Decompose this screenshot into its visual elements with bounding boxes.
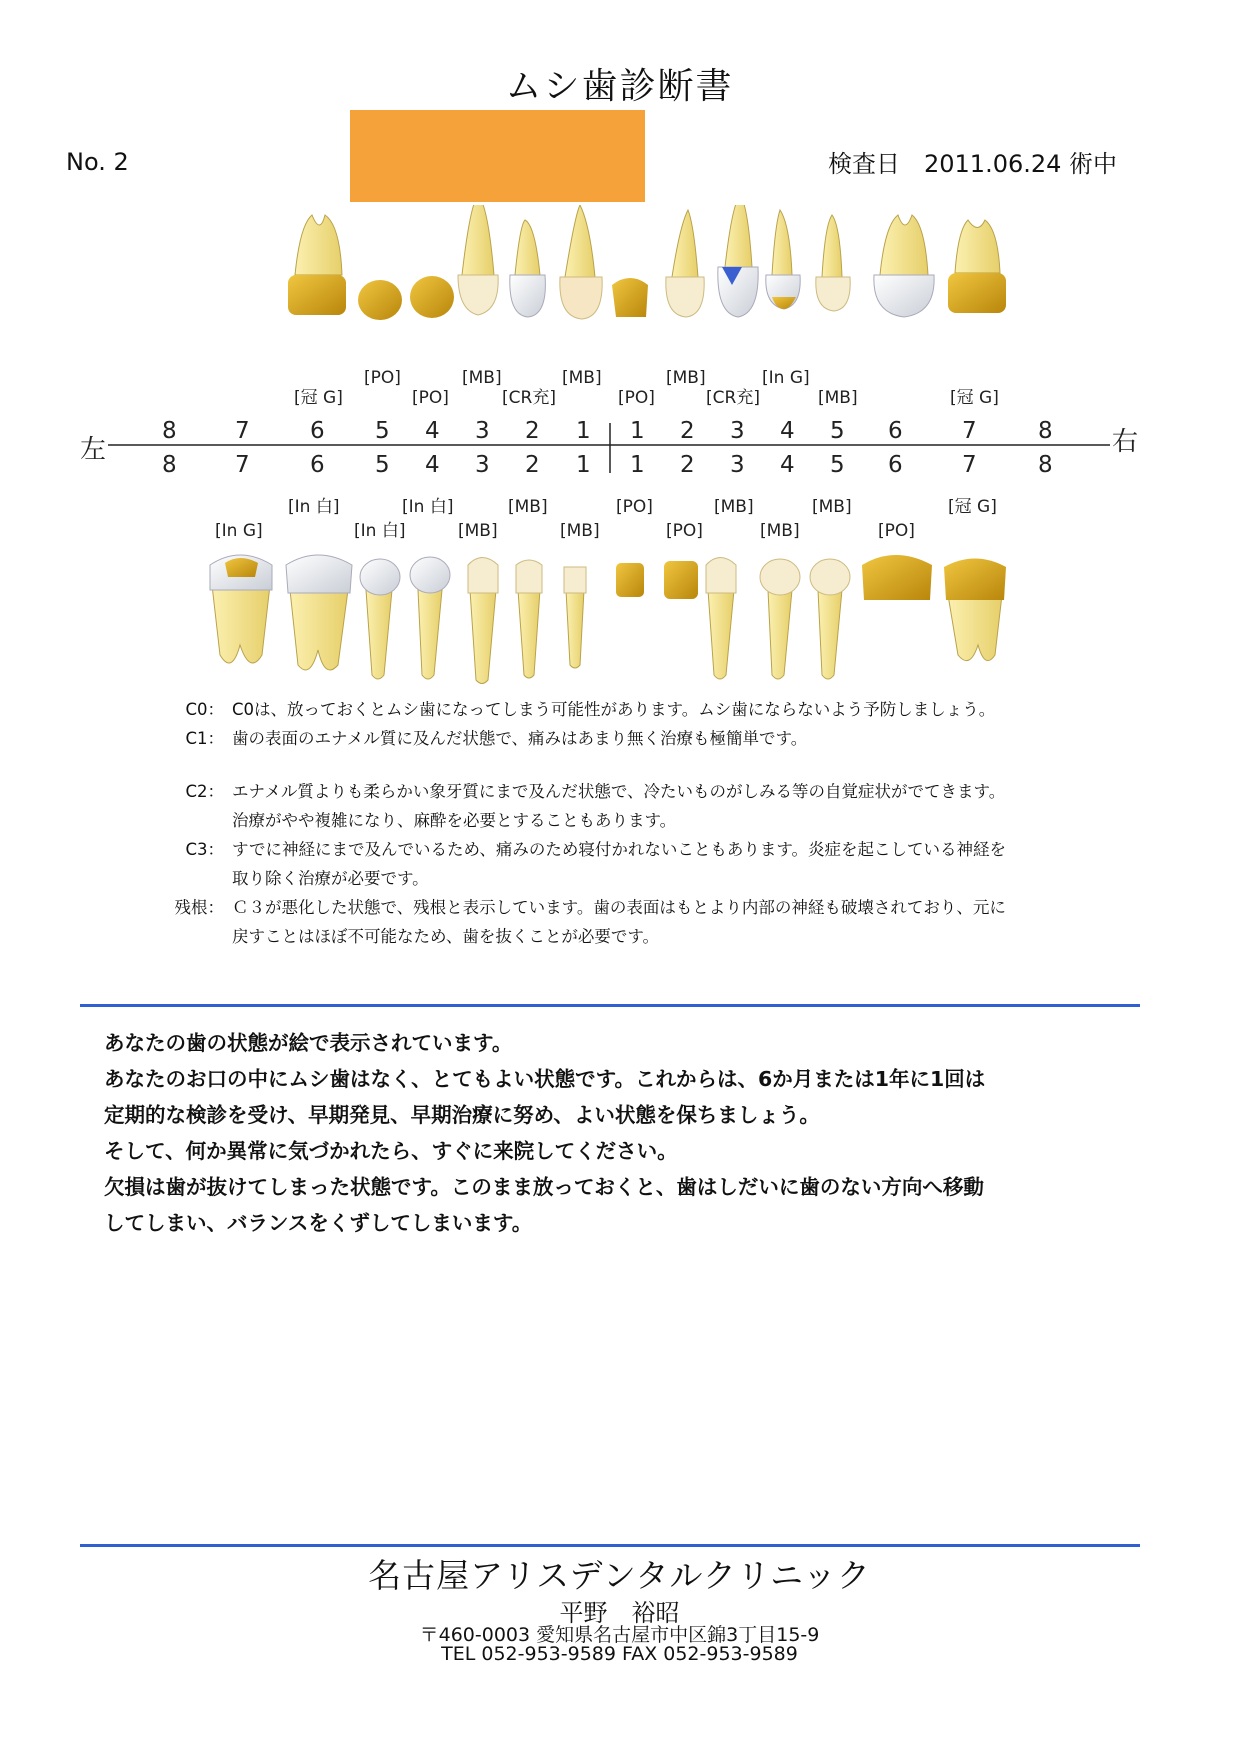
message-line: あなたのお口の中にムシ歯はなく、とてもよい状態です。これからは、6か月または1年に1回は [104, 1067, 986, 1091]
tooth-lower-right-5 [810, 559, 850, 679]
exam-date: 検査日 2011.06.24 術中 [828, 150, 1118, 178]
upper-label: [MB] [562, 368, 602, 388]
tooth-lower-left-4 [410, 557, 450, 679]
lower-label: [冠 G] [948, 497, 997, 517]
diagnosis-message [104, 1025, 1144, 1241]
tooth-upper-left-2 [510, 220, 546, 317]
tooth-upper-left-6 [288, 215, 346, 315]
tooth-lower-right-1 [616, 563, 644, 597]
legend-text: C0は、放っておくとムシ歯になってしまう可能性があります。ムシ歯にならないよう予防しましょう。 [232, 700, 996, 719]
upper-label: [冠 G] [950, 388, 999, 408]
tooth-number: 3 [730, 418, 745, 444]
tooth-upper-left-4 [410, 276, 454, 318]
document-title: ムシ歯診断書 [505, 66, 734, 107]
tooth-lower-left-5 [360, 559, 400, 679]
tooth-number: 6 [888, 418, 903, 444]
tooth-number: 3 [475, 452, 490, 478]
tooth-number: 8 [1038, 418, 1053, 444]
lower-label: [MB] [508, 497, 548, 517]
lower-label: [In 白] [402, 497, 454, 517]
lower-numbers [162, 452, 1053, 478]
clinic-name: 名古屋アリスデンタルクリニック [368, 1556, 871, 1595]
document-number: No. 2 [66, 148, 129, 176]
message-line: 定期的な検診を受け、早期発見、早期治療に努め、よい状態を保ちましょう。 [104, 1103, 820, 1127]
upper-label: [In G] [762, 368, 810, 388]
tooth-number: 8 [1038, 452, 1053, 478]
legend-text: 歯の表面のエナメル質に及んだ状態で、痛みはあまり無く治療も極簡単です。 [232, 729, 808, 748]
tooth-number: 1 [576, 452, 591, 478]
legend-row-c0 [168, 695, 1008, 724]
lower-label: [MB] [458, 521, 498, 541]
tooth-lower-left-7 [210, 555, 272, 663]
lower-label: [In 白] [288, 497, 340, 517]
message-line: そして、何か異常に気づかれたら、すぐに来院してください。 [104, 1139, 678, 1163]
upper-label: [MB] [462, 368, 502, 388]
tooth-number: 1 [576, 418, 591, 444]
doctor-name: 平野 裕昭 [559, 1599, 680, 1627]
tooth-number: 4 [425, 418, 440, 444]
tooth-upper-left-3 [458, 205, 498, 315]
side-right-label: 右 [1112, 427, 1139, 457]
legend-row-c1 [168, 724, 1008, 753]
tooth-upper-right-2 [666, 210, 704, 317]
clinic-phone: TEL 052-953-9589 FAX 052-953-9589 [441, 1643, 798, 1665]
tooth-upper-right-7 [948, 220, 1006, 313]
message-line: してしまい、バランスをくずしてしまいます。 [104, 1211, 533, 1235]
lower-teeth [210, 555, 1006, 684]
legend-text: エナメル質よりも柔らかい象牙質にまで及んだ状態で、冷たいものがしみる等の自覚症状がでてきます。治療がやや複雑になり、麻酔を必要とすることもあります。 [232, 782, 1006, 830]
tooth-lower-right-2 [664, 561, 698, 599]
legend-row-c3 [168, 835, 1008, 893]
legend-row-residual-root [168, 893, 1008, 951]
tooth-number: 7 [962, 418, 977, 444]
legend-row-c2 [168, 777, 1008, 835]
tooth-number: 4 [780, 452, 795, 478]
lower-labels [215, 497, 997, 541]
tooth-number: 3 [475, 418, 490, 444]
legend-code: 残根： [174, 898, 224, 917]
lower-label: [MB] [714, 497, 754, 517]
lower-label: [MB] [560, 521, 600, 541]
legend-code: C1： [185, 729, 224, 748]
lower-label: [PO] [878, 521, 915, 541]
tooth-number: 1 [630, 452, 645, 478]
legend-code: C2： [185, 782, 224, 801]
tooth-number: 8 [162, 452, 177, 478]
tooth-number: 8 [162, 418, 177, 444]
tooth-number: 2 [525, 452, 540, 478]
tooth-lower-left-3 [468, 558, 498, 684]
upper-numbers [162, 418, 1053, 444]
tooth-number: 6 [310, 418, 325, 444]
tooth-lower-left-2 [516, 560, 542, 678]
tooth-number: 2 [680, 452, 695, 478]
message-line: あなたの歯の状態が絵で表示されています。 [104, 1031, 513, 1055]
side-left-label: 左 [80, 435, 107, 465]
tooth-upper-left-5 [358, 280, 402, 320]
tooth-number: 4 [780, 418, 795, 444]
upper-label: [PO] [618, 388, 655, 408]
lower-label: [MB] [760, 521, 800, 541]
divider-bottom [80, 1544, 1140, 1547]
clinic-address: 〒460-0003 愛知県名古屋市中区錦3丁目15-9 [419, 1624, 820, 1646]
lower-label: [MB] [812, 497, 852, 517]
tooth-number: 1 [630, 418, 645, 444]
legend-text: すでに神経にまで及んでいるため、痛みのため寝付かれないこともあります。炎症を起こしている神経を取り除く治療が必要です。 [232, 840, 1007, 888]
upper-label: [MB] [818, 388, 858, 408]
upper-label: [冠 G] [294, 388, 343, 408]
tooth-upper-right-4 [766, 210, 800, 309]
tooth-number: 7 [962, 452, 977, 478]
tooth-number: 4 [425, 452, 440, 478]
legend-code: C3： [185, 840, 224, 859]
legend-code: C0： [185, 700, 224, 719]
upper-label: [PO] [412, 388, 449, 408]
tooth-lower-right-6 [862, 555, 932, 600]
tooth-number: 7 [235, 452, 250, 478]
upper-label: [PO] [364, 368, 401, 388]
upper-label: [CR充] [502, 388, 556, 408]
tooth-number: 3 [730, 452, 745, 478]
lower-label: [In 白] [354, 521, 406, 541]
tooth-number: 5 [375, 452, 390, 478]
tooth-number: 5 [830, 418, 845, 444]
lower-label: [PO] [616, 497, 653, 517]
tooth-upper-right-1 [612, 278, 648, 317]
tooth-number: 6 [310, 452, 325, 478]
redacted-patient-name [350, 110, 645, 202]
tooth-number: 7 [235, 418, 250, 444]
message-line: 欠損は歯が抜けてしまった状態です。このまま放っておくと、歯はしだいに歯のない方向へ移動 [104, 1175, 984, 1199]
tooth-lower-left-6 [286, 555, 352, 670]
tooth-lower-right-4 [760, 559, 800, 679]
upper-label: [CR充] [706, 388, 760, 408]
tooth-upper-right-3 [718, 205, 758, 317]
tooth-number: 2 [525, 418, 540, 444]
tooth-upper-left-1 [560, 205, 602, 319]
tooth-number: 5 [830, 452, 845, 478]
upper-labels [294, 368, 999, 408]
caries-legend [168, 695, 1008, 951]
tooth-number: 2 [680, 418, 695, 444]
divider-top [80, 1004, 1140, 1007]
tooth-upper-right-5 [816, 215, 850, 311]
tooth-number-grid [80, 418, 1138, 478]
upper-label: [MB] [666, 368, 706, 388]
lower-label: [PO] [666, 521, 703, 541]
legend-text: Ｃ３が悪化した状態で、残根と表示しています。歯の表面はもとより内部の神経も破壊されており、元に戻すことはほぼ不可能なため、歯を抜くことが必要です。 [232, 898, 1006, 946]
tooth-upper-right-6 [874, 215, 934, 317]
dental-chart [0, 205, 1239, 685]
tooth-number: 5 [375, 418, 390, 444]
tooth-lower-right-7 [944, 559, 1006, 661]
tooth-number: 6 [888, 452, 903, 478]
upper-teeth [288, 205, 1006, 320]
lower-label: [In G] [215, 521, 263, 541]
tooth-lower-left-1 [564, 567, 586, 668]
tooth-lower-right-3 [706, 558, 736, 680]
